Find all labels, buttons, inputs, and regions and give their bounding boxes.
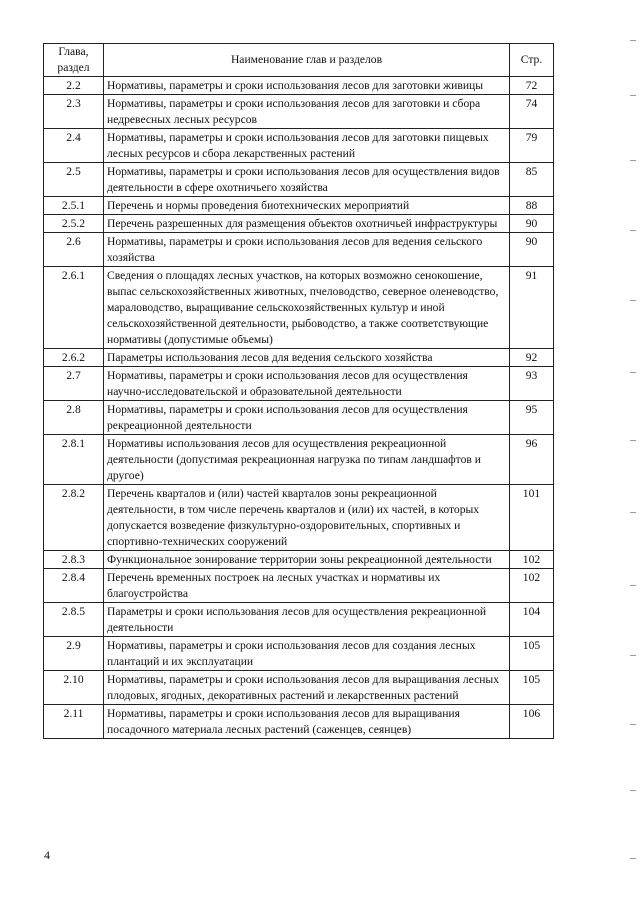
contents-body	[44, 77, 554, 739]
header-chapter: Глава, раздел	[44, 44, 104, 77]
section-number: 2.9	[44, 637, 104, 671]
edge-mark	[630, 512, 636, 513]
section-page: 72	[510, 77, 554, 95]
edge-mark	[630, 300, 636, 301]
edge-mark	[630, 40, 636, 41]
section-page: 95	[510, 401, 554, 435]
section-number: 2.8.3	[44, 551, 104, 569]
edge-mark	[630, 160, 636, 161]
section-page: 91	[510, 267, 554, 349]
binding-edge-marks	[618, 0, 640, 905]
edge-mark	[630, 724, 636, 725]
section-page: 105	[510, 637, 554, 671]
table-row	[44, 95, 554, 129]
section-title: Нормативы, параметры и сроки использования лесов для заготовки живицы	[104, 77, 510, 95]
edge-mark	[630, 230, 636, 231]
edge-mark	[630, 440, 636, 441]
section-page: 93	[510, 367, 554, 401]
section-number: 2.7	[44, 367, 104, 401]
section-number: 2.4	[44, 129, 104, 163]
section-number: 2.6.1	[44, 267, 104, 349]
table-row	[44, 197, 554, 215]
section-number: 2.8	[44, 401, 104, 435]
section-number: 2.3	[44, 95, 104, 129]
section-number: 2.5	[44, 163, 104, 197]
section-page: 85	[510, 163, 554, 197]
edge-mark	[630, 858, 636, 859]
table-row	[44, 267, 554, 349]
table-row	[44, 367, 554, 401]
table-row	[44, 551, 554, 569]
section-title: Нормативы, параметры и сроки использования лесов для заготовки и сбора недревесных лесных ресурсов	[104, 95, 510, 129]
edge-mark	[630, 655, 636, 656]
edge-mark	[630, 585, 636, 586]
section-title: Нормативы, параметры и сроки использования лесов для создания лесных плантаций и их эксплуатации	[104, 637, 510, 671]
table-row	[44, 77, 554, 95]
section-page: 88	[510, 197, 554, 215]
section-title: Перечень разрешенных для размещения объектов охотничьей инфраструктуры	[104, 215, 510, 233]
section-number: 2.5.2	[44, 215, 104, 233]
section-page: 101	[510, 485, 554, 551]
section-title: Нормативы использования лесов для осуществления рекреационной деятельности (допустимая рекреационная нагрузка по типам ландшафтов и другое)	[104, 435, 510, 485]
section-title: Нормативы, параметры и сроки использования лесов для выращивания лесных плодовых, ягодных, декоративных растений и лекарственных растений	[104, 671, 510, 705]
header-title: Наименование глав и разделов	[104, 44, 510, 77]
section-page: 106	[510, 705, 554, 739]
section-title: Сведения о площадях лесных участков, на которых возможно сенокошение, выпас сельскохозяйственных животных, пчеловодство, северное оленеводство, мараловодство, выращивание сельскохозяйственных культур и иной сельскохозяйственной деятельности, рыбоводство, а также соответствующие нормативы (допустимые объемы)	[104, 267, 510, 349]
table-row	[44, 129, 554, 163]
table-row	[44, 233, 554, 267]
section-title: Нормативы, параметры и сроки использования лесов для заготовки пищевых лесных ресурсов и сбора лекарственных растений	[104, 129, 510, 163]
section-title: Перечень временных построек на лесных участках и нормативы их благоустройства	[104, 569, 510, 603]
section-number: 2.8.4	[44, 569, 104, 603]
section-number: 2.8.2	[44, 485, 104, 551]
section-title: Нормативы, параметры и сроки использования лесов для выращивания посадочного материала лесных растений (саженцев, сеянцев)	[104, 705, 510, 739]
section-page: 104	[510, 603, 554, 637]
edge-mark	[630, 95, 636, 96]
section-title: Параметры и сроки использования лесов для осуществления рекреационной деятельности	[104, 603, 510, 637]
table-row	[44, 671, 554, 705]
table-row	[44, 215, 554, 233]
section-title: Нормативы, параметры и сроки использования лесов для ведения сельского хозяйства	[104, 233, 510, 267]
section-title: Нормативы, параметры и сроки использования лесов для осуществления видов деятельности в сфере охотничьего хозяйства	[104, 163, 510, 197]
section-title: Функциональное зонирование территории зоны рекреационной деятельности	[104, 551, 510, 569]
section-number: 2.8.5	[44, 603, 104, 637]
section-title: Нормативы, параметры и сроки использования лесов для осуществления рекреационной деятельности	[104, 401, 510, 435]
section-number: 2.11	[44, 705, 104, 739]
section-title: Перечень кварталов и (или) частей кварталов зоны рекреационной деятельности, в том числе перечень кварталов и (или) их частей, в которых допускается возведение физкультурно-оздоровительных, спортивных и спортивно-технических сооружений	[104, 485, 510, 551]
section-page: 102	[510, 551, 554, 569]
section-title: Нормативы, параметры и сроки использования лесов для осуществления научно-исследовательской и образовательной деятельности	[104, 367, 510, 401]
section-page: 92	[510, 349, 554, 367]
contents-table	[43, 43, 554, 739]
table-row	[44, 569, 554, 603]
section-page: 105	[510, 671, 554, 705]
table-row	[44, 435, 554, 485]
edge-mark	[630, 372, 636, 373]
table-row	[44, 603, 554, 637]
section-page: 79	[510, 129, 554, 163]
section-number: 2.5.1	[44, 197, 104, 215]
section-page: 96	[510, 435, 554, 485]
header-page: Стр.	[510, 44, 554, 77]
section-page: 102	[510, 569, 554, 603]
section-page: 74	[510, 95, 554, 129]
table-row	[44, 485, 554, 551]
table-row	[44, 349, 554, 367]
table-row	[44, 401, 554, 435]
table-row	[44, 637, 554, 671]
page-number: 4	[44, 848, 50, 862]
section-number: 2.2	[44, 77, 104, 95]
section-page: 90	[510, 233, 554, 267]
edge-mark	[630, 790, 636, 791]
section-number: 2.6	[44, 233, 104, 267]
section-title: Параметры использования лесов для ведения сельского хозяйства	[104, 349, 510, 367]
section-number: 2.6.2	[44, 349, 104, 367]
section-number: 2.10	[44, 671, 104, 705]
table-row	[44, 705, 554, 739]
section-title: Перечень и нормы проведения биотехнических мероприятий	[104, 197, 510, 215]
contents-header-row	[44, 44, 554, 77]
section-number: 2.8.1	[44, 435, 104, 485]
table-row	[44, 163, 554, 197]
section-page: 90	[510, 215, 554, 233]
